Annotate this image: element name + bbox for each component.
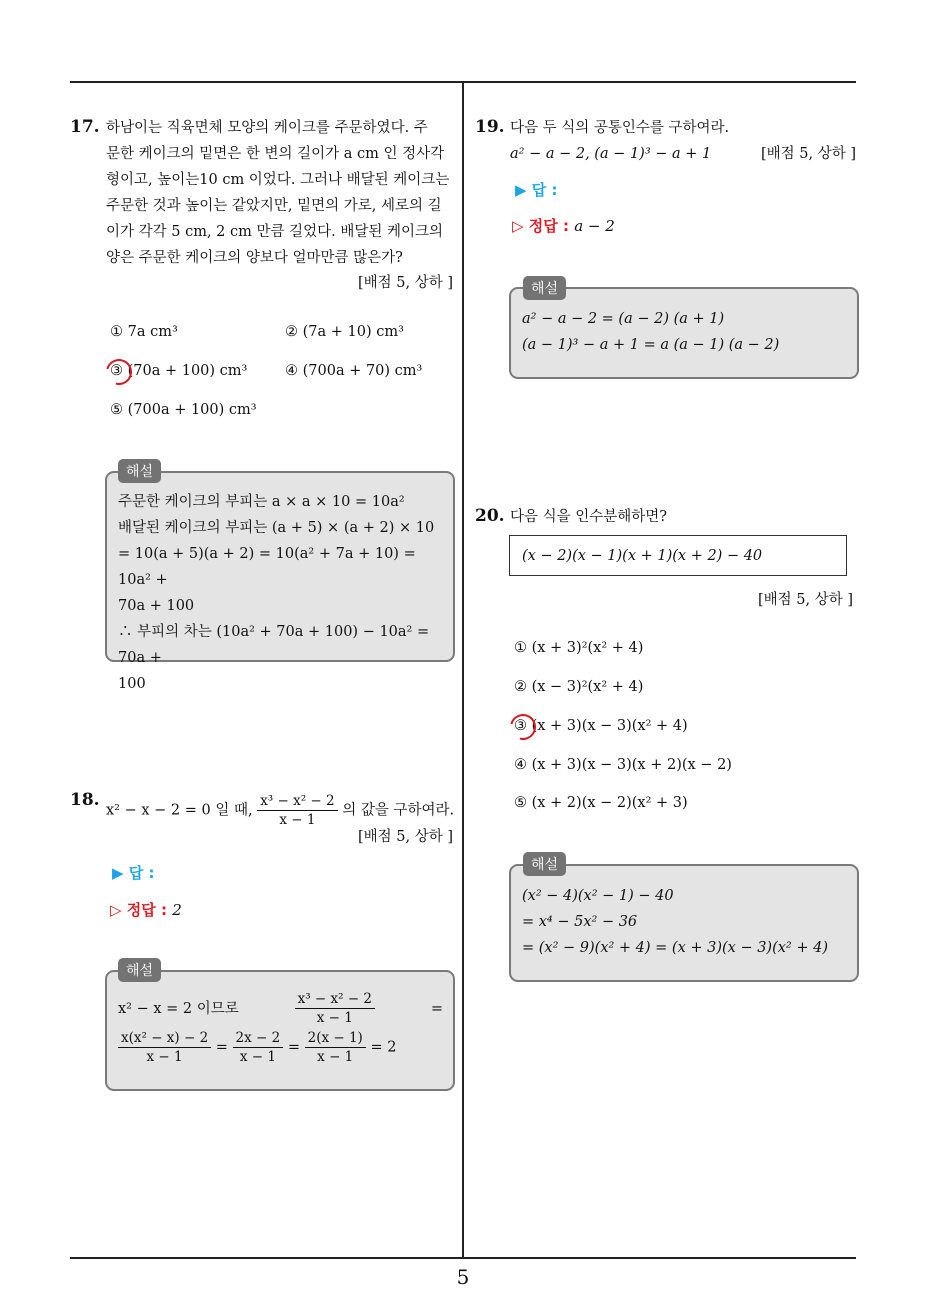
q19-solution-text — [522, 306, 852, 358]
frac-num: 2x − 2 — [233, 1029, 284, 1048]
solution-line: 70a + 100 — [118, 598, 195, 614]
q19-answer-label: ▶ 답 : — [515, 181, 558, 199]
answer-circle-mark — [505, 709, 541, 745]
frac-den: x − 1 — [239, 1049, 276, 1065]
q18-sol-frac-3 — [305, 1029, 366, 1066]
q18-score: [배점 5, 상하 ] — [357, 829, 453, 845]
q17-score: [배점 5, 상하 ] — [357, 275, 453, 291]
q19-correct-row — [512, 215, 615, 236]
q18-solution-tag: 해설 — [118, 958, 161, 982]
equals-sign: = — [215, 1039, 228, 1056]
q17-solution-tag: 해설 — [118, 459, 161, 483]
q17-line: 이가 각각 5 cm, 2 cm 만큼 길었다. 배달된 케이크의 — [106, 224, 444, 240]
q18-sol-fraction — [295, 990, 375, 1027]
q17-line: 양은 주문한 케이크의 양보다 얼마만큼 많은가? — [106, 250, 403, 266]
q18-frac-den: x − 1 — [279, 812, 316, 828]
q18-frac-num: x³ − x² − 2 — [257, 792, 337, 811]
frac-den: x − 1 — [316, 1010, 353, 1026]
page-number: 5 — [456, 1265, 470, 1289]
solution-line: (x² − 4)(x² − 1) − 40 — [522, 888, 674, 904]
q20-option-2[interactable]: ② (x − 3)²(x² + 4) — [514, 679, 644, 695]
q18-answer-label: ▶ 답 : — [112, 864, 155, 882]
q18-sol-result: = 2 — [370, 1039, 397, 1056]
q19-number: 19. — [475, 117, 505, 137]
q17-line: 주문한 것과 높이는 같았지만, 밑면의 가로, 세로의 길 — [106, 198, 442, 214]
q20-option-5[interactable]: ⑤ (x + 2)(x − 2)(x² + 3) — [514, 795, 688, 811]
q20-option-4[interactable]: ④ (x + 3)(x − 3)(x + 2)(x − 2) — [514, 757, 732, 773]
q17-option-4[interactable]: ④ (700a + 70) cm³ — [285, 363, 423, 379]
solution-line: = 10(a + 5)(a + 2) = 10(a² + 7a + 10) = 10a² + — [118, 546, 416, 588]
q17-option-2[interactable]: ② (7a + 10) cm³ — [285, 324, 404, 340]
q20-solution-tag: 해설 — [523, 852, 566, 876]
frac-den: x − 1 — [146, 1049, 183, 1065]
q18-number: 18. — [70, 790, 100, 810]
q18-text-pre: x² − x − 2 = 0 일 때, — [106, 802, 253, 819]
q18-sol-eq: = — [430, 1000, 443, 1017]
q19-correct-label: ▷ 정답 : — [512, 217, 569, 235]
q18-correct-value: 2 — [172, 901, 182, 919]
solution-line: 주문한 케이크의 부피는 a × a × 10 = 10a² — [118, 494, 405, 510]
solution-line: = x⁴ − 5x² − 36 — [522, 914, 638, 930]
q20-solution-text — [522, 883, 852, 961]
q18-text-post: 의 값을 구하여라. — [342, 802, 455, 819]
q20-score: [배점 5, 상하 ] — [757, 592, 853, 608]
q19-expression: a² − a − 2, (a − 1)³ − a + 1 — [510, 146, 712, 162]
q17-line: 문한 케이크의 밑면은 한 변의 길이가 a cm 인 정사각 — [106, 146, 445, 162]
q17-question — [106, 115, 456, 271]
frac-den: x − 1 — [317, 1049, 354, 1065]
q17-line: 하남이는 직육면체 모양의 케이크를 주문하였다. 주 — [106, 120, 428, 136]
q17-option-5[interactable]: ⑤ (700a + 100) cm³ — [110, 402, 257, 418]
solution-line: 100 — [118, 676, 146, 692]
solution-line: (a − 1)³ − a + 1 = a (a − 1) (a − 2) — [522, 337, 780, 353]
q18-solution-text — [118, 990, 443, 1066]
solution-line: ∴ 부피의 차는 (10a² + 70a + 100) − 10a² = 70a + — [118, 624, 430, 666]
solution-line — [118, 990, 443, 1027]
q18-sol-frac-2 — [233, 1029, 284, 1066]
q18-correct-label: ▷ 정답 : — [110, 901, 167, 919]
solution-line: = (x² − 9)(x² + 4) = (x + 3)(x − 3)(x² + 4) — [522, 940, 828, 956]
q19-solution-tag: 해설 — [523, 276, 566, 300]
solution-line: 배달된 케이크의 부피는 (a + 5) × (a + 2) × 10 — [118, 520, 435, 536]
q18-correct-row — [110, 899, 182, 920]
q17-option-3[interactable]: ③ (70a + 100) cm³ — [110, 363, 248, 379]
answer-circle-mark — [101, 354, 137, 390]
q18-sol-frac-1 — [118, 1029, 211, 1066]
q20-number: 20. — [475, 506, 505, 526]
solution-line: a² − a − 2 = (a − 2) (a + 1) — [522, 311, 725, 327]
frac-num: 2(x − 1) — [305, 1029, 366, 1048]
bottom-rule — [70, 1257, 856, 1259]
q20-option-1[interactable]: ① (x + 3)²(x² + 4) — [514, 640, 644, 656]
frac-num: x(x² − x) − 2 — [118, 1029, 211, 1048]
q20-boxed-expression: (x − 2)(x − 1)(x + 1)(x + 2) − 40 — [509, 535, 847, 576]
q19-score: [배점 5, 상하 ] — [760, 146, 856, 162]
q18-sol-pre: x² − x = 2 이므로 — [118, 1000, 239, 1017]
q19-correct-value: a − 2 — [574, 217, 615, 235]
q17-number: 17. — [70, 117, 100, 137]
frac-num: x³ − x² − 2 — [295, 990, 375, 1009]
column-divider — [462, 82, 464, 1258]
solution-line — [118, 1029, 443, 1066]
q17-solution-text — [118, 489, 448, 697]
q17-line: 형이고, 높이는10 cm 이었다. 그러나 배달된 케이크는 — [106, 172, 450, 188]
q19-question: 다음 두 식의 공통인수를 구하여라. — [510, 120, 730, 136]
q20-option-3[interactable]: ③ (x + 3)(x − 3)(x² + 4) — [514, 718, 688, 734]
q20-question: 다음 식을 인수분해하면? — [510, 509, 668, 525]
q17-option-1[interactable]: ① 7a cm³ — [110, 324, 178, 340]
equals-sign: = — [287, 1039, 300, 1056]
